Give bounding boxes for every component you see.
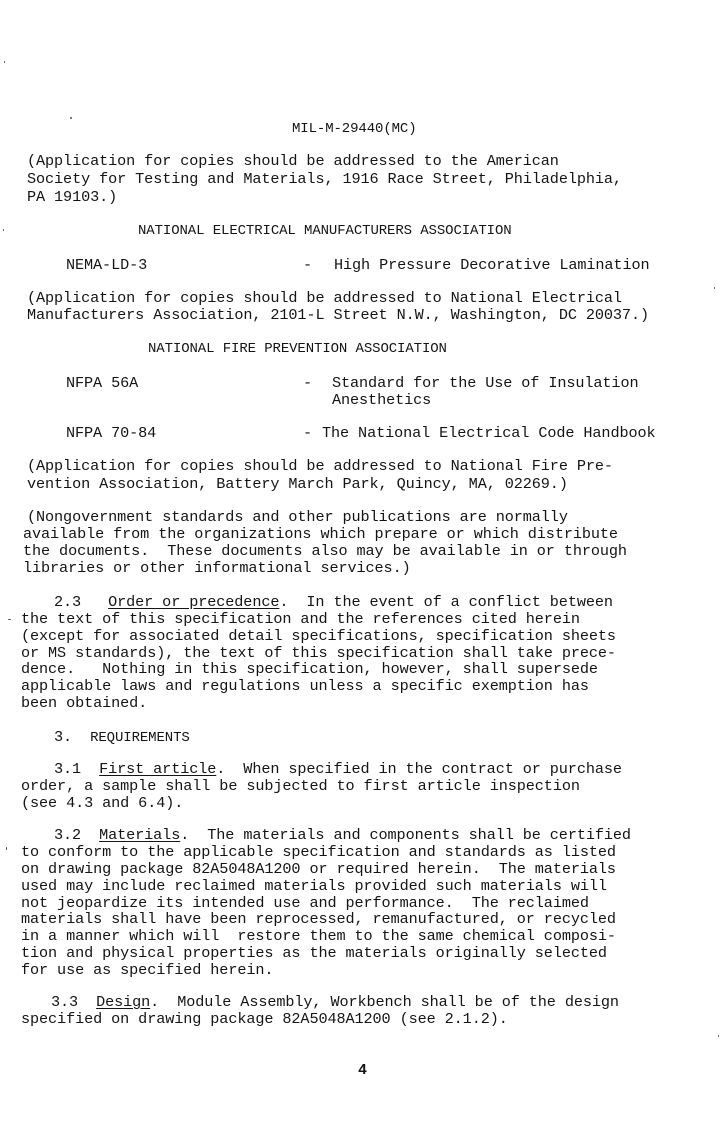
section-title: Order or precedence: [108, 593, 280, 611]
nfpa-item-title: Anesthetics: [332, 391, 432, 409]
section-text: . In the event of a conflict between: [279, 593, 613, 611]
section-2-3-line: been obtained.: [21, 694, 148, 712]
section-3-heading: [54, 729, 190, 747]
nongov-note-line: available from the organizations which prepare or which distribute: [23, 525, 618, 543]
section-3-2-line: for use as specified herein.: [21, 961, 274, 979]
nfpa-item-title: The National Electrical Code Handbook: [322, 424, 656, 442]
nfpa-note-line: (Application for copies should be addressed to National Fire Pre-: [27, 457, 613, 475]
section-2-3-line: or MS standards), the text of this specification shall take prece-: [21, 644, 616, 662]
nfpa-note-line: vention Association, Battery March Park, Quincy, MA, 02269.): [27, 475, 568, 493]
section-3-2-line: on drawing package 82A5048A1200 or required herein. The materials: [21, 860, 616, 878]
nema-item-title: High Pressure Decorative Lamination: [334, 256, 650, 274]
section-2-3-line: the text of this specification and the references cited herein: [21, 610, 580, 628]
nongov-note-line: libraries or other informational services.): [23, 559, 411, 577]
section-3-1-line: (see 4.3 and 6.4).: [21, 794, 184, 812]
astm-note-line: Society for Testing and Materials, 1916 Race Street, Philadelphia,: [27, 170, 622, 188]
section-number: 3.3: [51, 993, 79, 1011]
scan-speck: [8, 619, 11, 620]
astm-note-line: PA 19103.): [27, 188, 118, 206]
document-header: MIL-M-29440(MC): [292, 121, 417, 137]
section-title: Materials: [99, 826, 181, 844]
section-3-2-line: to conform to the applicable specification and standards as listed: [21, 843, 616, 861]
section-3-2-line: in a manner which will restore them to the same chemical composi-: [21, 927, 616, 945]
nfpa-heading: NATIONAL FIRE PREVENTION ASSOCIATION: [148, 341, 447, 357]
nongov-note-line: (Nongovernment standards and other publications are normally: [27, 508, 568, 526]
section-number: 3.1: [54, 760, 82, 778]
nfpa-item-dash: -: [303, 424, 313, 442]
nema-heading: NATIONAL ELECTRICAL MANUFACTURERS ASSOCIATION: [138, 223, 512, 239]
section-3-2-line: tion and physical properties as the materials originally selected: [21, 944, 607, 962]
nfpa-item-title: Standard for the Use of Insulation: [332, 374, 639, 392]
section-3-2-line: used may include reclaimed materials provided such materials will: [21, 877, 607, 895]
nfpa-item-dash: -: [303, 374, 313, 392]
section-title: First article: [99, 760, 217, 778]
section-3-2-first-line: [54, 827, 631, 844]
section-2-3-line: (except for associated detail specifications, specification sheets: [21, 627, 616, 645]
section-2-3-first-line: [54, 594, 613, 611]
astm-note-line: (Application for copies should be addressed to the American: [27, 152, 559, 170]
scan-speck: [3, 229, 4, 231]
nfpa-item-code: NFPA 56A: [66, 374, 139, 392]
section-title: Design: [96, 993, 151, 1011]
nema-note-line: (Application for copies should be addressed to National Electrical: [27, 289, 622, 307]
scan-speck: [70, 117, 72, 119]
section-text: . When specified in the contract or purchase: [216, 760, 622, 778]
nema-item-code: NEMA-LD-3: [66, 256, 148, 274]
section-3-3-line: specified on drawing package 82A5048A1200 (see 2.1.2).: [21, 1010, 508, 1028]
section-text: . The materials and components shall be certified: [180, 826, 631, 844]
section-number: 3.2: [54, 826, 82, 844]
nongov-note-line: the documents. These documents also may be available in or through: [23, 542, 627, 560]
section-3-2-line: materials shall have been reprocessed, remanufactured, or recycled: [21, 910, 616, 928]
section-title: REQUIREMENTS: [90, 730, 190, 746]
scan-speck: [4, 61, 5, 63]
scan-speck: [718, 1035, 719, 1037]
section-number: 3.: [54, 728, 73, 746]
section-3-1-first-line: [54, 761, 622, 778]
section-text: . Module Assembly, Workbench shall be of the design: [150, 993, 619, 1011]
nfpa-item-code: NFPA 70-84: [66, 424, 157, 442]
section-number: 2.3: [54, 593, 82, 611]
section-3-3-first-line: [51, 994, 619, 1011]
scan-speck: [714, 287, 715, 289]
nema-item-dash: -: [303, 256, 313, 274]
section-3-2-line: not jeopardize its intended use and performance. The reclaimed: [21, 894, 589, 912]
page-number: 4: [358, 1062, 367, 1079]
scan-speck: [6, 847, 7, 850]
nema-note-line: Manufacturers Association, 2101-L Street N.W., Washington, DC 20037.): [27, 306, 649, 324]
section-2-3-line: applicable laws and regulations unless a specific exemption has: [21, 677, 589, 695]
section-3-1-line: order, a sample shall be subjected to first article inspection: [21, 777, 580, 795]
section-2-3-line: dence. Nothing in this specification, however, shall supersede: [21, 660, 598, 678]
